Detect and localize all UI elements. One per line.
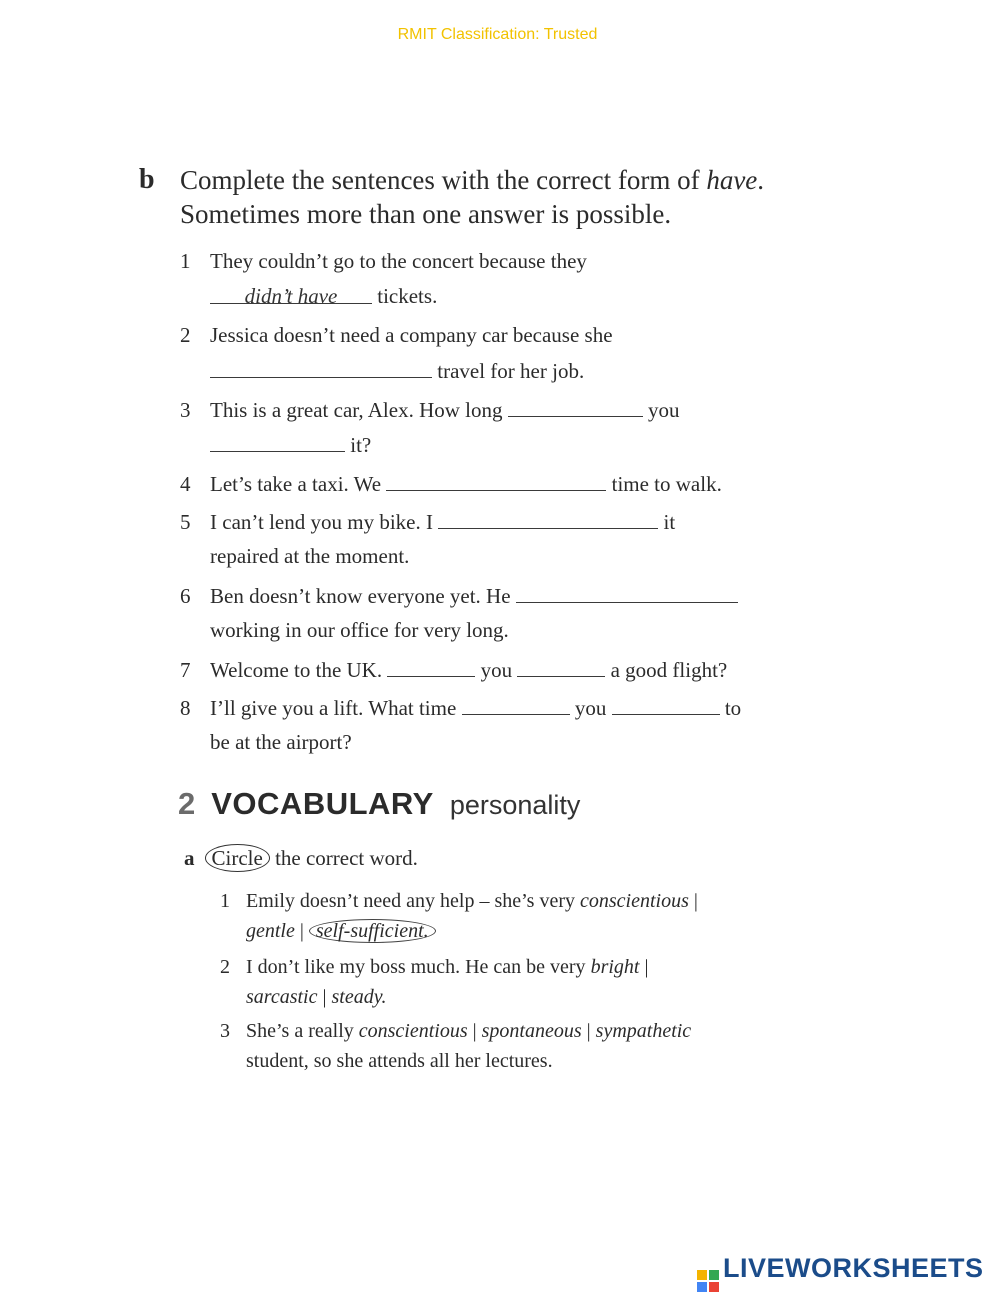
item-3-blank-2[interactable] <box>210 429 345 452</box>
exercise-letter-b: b <box>139 164 155 195</box>
part-a-instruction: a Circle the correct word. <box>184 846 418 870</box>
vocab-item-1-line1: 1 Emily doesn’t need any help – she’s very conscientious | <box>220 890 698 912</box>
item-5-line1: 5 I can’t lend you my bike. I it <box>180 506 675 537</box>
item-7-blank-2[interactable] <box>517 654 605 677</box>
item-8-blank-2[interactable] <box>612 692 720 715</box>
vocab-1-option-2[interactable]: gentle <box>246 920 295 942</box>
exercise-b-instruction-line2: Sometimes more than one answer is possible. <box>180 199 672 229</box>
item-2-blank[interactable] <box>210 355 432 378</box>
item-6-line2: working in our office for very long. <box>210 618 509 642</box>
item-1-line1: 1 They couldn’t go to the concert because they <box>180 249 587 273</box>
item-3-blank-1[interactable] <box>508 394 643 417</box>
item-2-line2: travel for her job. <box>210 355 584 386</box>
vocab-1-option-3[interactable]: self-sufficient. <box>309 919 436 943</box>
item-4-line1: 4 Let’s take a taxi. We time to walk. <box>180 468 722 499</box>
item-1-line2: didn’t have tickets. <box>210 281 437 311</box>
item-5-blank[interactable] <box>438 506 658 529</box>
item-5-line2: repaired at the moment. <box>210 544 410 568</box>
logo-icon <box>697 1270 719 1292</box>
vocab-item-3-line1: 3 She’s a really conscientious | spontaneous | sympathetic <box>220 1020 692 1042</box>
vocab-item-2-line1: 2 I don’t like my boss much. He can be very bright | <box>220 956 649 978</box>
liveworksheets-logo: LIVEWORKSHEETS <box>697 1253 984 1292</box>
item-8-line1: 8 I’ll give you a lift. What time you to <box>180 692 741 723</box>
vocab-1-option-1[interactable]: conscientious <box>580 890 689 912</box>
section-number: 2 <box>178 786 196 821</box>
vocab-item-3-line2: student, so she attends all her lectures. <box>246 1050 553 1072</box>
part-a-letter: a <box>184 846 195 870</box>
item-6-blank[interactable] <box>516 580 738 603</box>
exercise-b-instruction-line1: Complete the sentences with the correct form of have. <box>180 165 765 195</box>
item-3-line1: 3 This is a great car, Alex. How long you <box>180 394 680 425</box>
vocab-item-2-line2: sarcastic | steady. <box>246 986 387 1008</box>
vocab-2-option-1[interactable]: bright <box>590 956 640 978</box>
circle-example: Circle <box>205 844 270 872</box>
item-3-line2: it? <box>210 429 371 460</box>
item-1-answer: didn’t have <box>210 281 372 304</box>
section-title: VOCABULARY <box>211 786 434 821</box>
item-6-line1: 6 Ben doesn’t know everyone yet. He <box>180 580 738 611</box>
item-4-blank[interactable] <box>386 468 606 491</box>
vocab-3-option-2[interactable]: spontaneous <box>481 1020 582 1042</box>
vocab-3-option-3[interactable]: sympathetic <box>595 1020 692 1042</box>
section-2-heading <box>178 786 580 822</box>
item-8-line2: be at the airport? <box>210 730 352 754</box>
item-8-blank-1[interactable] <box>462 692 570 715</box>
section-subtitle: personality <box>449 790 581 820</box>
vocab-item-1-line2: gentle | self-sufficient. <box>246 917 436 945</box>
classification-label: RMIT Classification: Trusted <box>397 26 598 43</box>
item-2-line1: 2 Jessica doesn’t need a company car because she <box>180 323 613 347</box>
vocab-3-option-1[interactable]: conscientious <box>358 1020 468 1042</box>
vocab-2-option-2[interactable]: sarcastic <box>246 986 318 1008</box>
vocab-2-option-3[interactable]: steady. <box>331 986 387 1008</box>
item-7-blank-1[interactable] <box>387 654 475 677</box>
item-7-line1: 7 Welcome to the UK. you a good flight? <box>180 654 727 685</box>
